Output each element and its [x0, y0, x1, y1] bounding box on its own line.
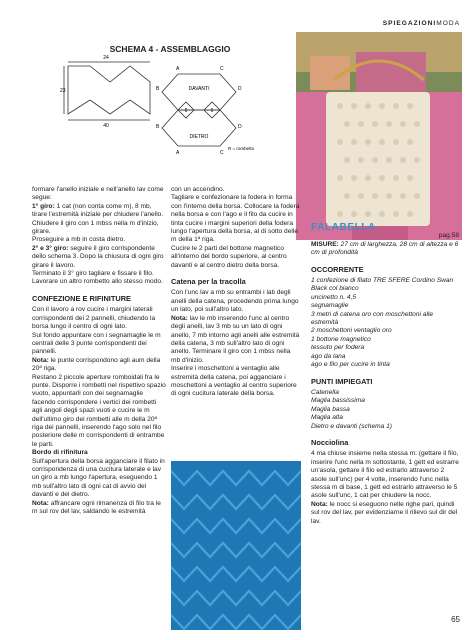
label-c-bottom: C	[220, 150, 224, 156]
giro23-text: seguire il giro corrispondente dello schema 3. Dopo la chiusura di ogni giro girare il lavoro.	[32, 244, 164, 269]
punti-item: Maglia alta	[311, 414, 343, 422]
punti-item: Maglia bassissima	[311, 397, 365, 405]
heading-confezione: CONFEZIONE E RIFINITURE	[32, 293, 131, 303]
nota2-label: Nota:	[32, 499, 49, 507]
col1-p4: Con il lavoro a rov cucire i margini laterali corrispondenti dei 2 pannelli, chiudendo la borsa lungo il centro di ogni lato.	[32, 306, 156, 331]
col1-nota1	[32, 357, 166, 374]
page-ref: pag.58	[438, 232, 459, 240]
occ-item: tessuto per fodera	[311, 344, 365, 352]
col2-p5: Inserire i moschettoni a ventaglio alle estremità della catena, poi agganciare i moschettoni a ventaglio al centro superiore di ogni cucitura laterale della borsa.	[171, 365, 297, 398]
col2-p2: Tagliare e confezionare la fodera in forma con l'interno della borsa. Collocare la fodera nella borsa e con l'ago e il filo da cucire in tinta cucire i margini superiori della fodera lungo l'apertura della borsa, al di sotto delle m della 1ª riga.	[171, 194, 300, 244]
nota2-text: affrancare ogni rimanenza di filo tra le m sul rov del lav, saldando le estremità	[32, 499, 161, 516]
dim-top-label: 24	[103, 55, 109, 61]
misure	[311, 241, 459, 258]
col1-nota2	[32, 500, 166, 517]
col3-nota-label: Nota:	[311, 500, 328, 508]
dietro-panel	[162, 110, 236, 146]
col3-nota	[311, 501, 459, 526]
col1-p2: Proseguire a mb in costa dietro.	[32, 236, 126, 244]
heading-occorrente: OCCORRENTE	[311, 264, 364, 274]
col1-p5: Sul fondo appuntare con i segnamaglie le m centrali delle 3 punte corrispondenti dei pannelli.	[32, 331, 161, 356]
nocciolina-text: 4 ma chiuse insieme nella stessa m: (gettare il filo, inserire l'unc nella m sottostante, 1 gett ed estrarre un'asola, gettare il filo ed estrarlo attraverso 2 asole sull'unc) per 4 volte, inserendo l'unc nella stessa m di base, 1 gett ed estrarlo attraverso le 5 asole sull'unc, 1 cat per chiudere la nocc.	[311, 450, 459, 500]
nota1-text: le punte corrispondono agli aum della 20ª riga.	[32, 356, 161, 373]
section-header	[383, 20, 460, 27]
heading-nocciolina: Nocciolina	[311, 437, 349, 447]
col1-giro1	[32, 203, 166, 237]
pattern-title: FALABELLA	[311, 222, 376, 233]
heading-tracolla: Catena per la tracolla	[171, 277, 246, 287]
text-column-3	[311, 224, 459, 526]
rombetto-left-label: 6	[184, 108, 188, 114]
label-c-top: C	[220, 66, 224, 72]
col2-nota-label: Nota:	[171, 314, 188, 322]
dietro-label: DIETRO	[189, 134, 209, 140]
stitch-photo	[171, 461, 301, 630]
heading-bordo: Bordo di rifinitura	[32, 449, 88, 457]
occ-item: 2 moschettoni ventaglio oro	[311, 327, 392, 335]
col1-p3: Terminato il 3° giro tagliare e fissare il filo. Lavorare un altro rombetto allo stesso modo.	[32, 270, 163, 286]
occ-item: 3 metri di catena oro con moschettoni alle estremità	[311, 310, 434, 327]
dim-bottom-label: 40	[103, 123, 109, 129]
occ-item: ago da lana	[311, 352, 346, 360]
col2-p3: Cucire le 2 parti del bottone magnetico all'interno del bordo superiore, al centro davanti e al centro dietro della borsa.	[171, 244, 287, 269]
measurement-panel	[68, 66, 150, 114]
stitch-photo-svg	[171, 461, 301, 630]
davanti-panel	[162, 74, 236, 110]
occ-item: ago e filo per cucire in tinta	[311, 361, 390, 369]
col2-p4: Con l'unc lav a mb su entrambi i lati degli anelli della catena, procedendo prima lungo un lato, poi sull'altro lato.	[171, 289, 299, 314]
bag-photo-svg	[296, 32, 462, 240]
text-column-2	[171, 186, 301, 399]
header-left: SPIEGAZIONI	[382, 20, 437, 27]
nota1-label: Nota:	[32, 356, 49, 364]
page-number: 65	[451, 615, 460, 624]
assembly-diagram	[60, 44, 280, 176]
text-column-1	[32, 186, 166, 516]
label-b-top: B	[156, 86, 160, 92]
label-d-top: D	[238, 86, 242, 92]
heading-punti: PUNTI IMPIEGATI	[311, 376, 373, 386]
header-right: MODA	[436, 20, 460, 27]
label-a-bottom: A	[176, 150, 180, 156]
punti-item: Catenella	[311, 388, 339, 396]
giro1-text: 1 cat (non conta come m), 8 mb, tirare l'estremità iniziale per chiudere l'anello. Chiudere il giro con 1 mbss nella m d'inizio, girare.	[32, 202, 164, 236]
misure-text: 27 cm di larghezza, 28 cm di altezza e 6 cm di profondità	[311, 240, 459, 257]
col1-p6: Restano 2 piccole aperture romboidali fra le punte. Disporre i rombetti nel rispettivo spazio vuoto, appuntarli con dei segnamaglie facendo corrispondere i vertici dei rombetti agli angoli degli spazi vuoti e cucire le m dell'ultimo giro dei rombetti alle m della 20ª riga dei pannelli, inserendo l'ago solo nel filo posteriore delle m corrispondenti di entrambe le parti.	[32, 373, 166, 448]
label-d-bottom: D	[238, 124, 242, 130]
giro1-label: 1° giro:	[32, 202, 55, 210]
col1-intro: formare l'anello iniziale e nell'anello lav come segue:	[32, 186, 164, 202]
col1-giro23	[32, 245, 166, 270]
col1-p7: Sull'apertura della borsa agganciare il filato in corrispondenza di una cucitura laterale e lav un giro a mb lungo l'apertura, eseguendo 1 mb sull'altro lato di ogni cat di avvio del davanti e del dietro.	[32, 457, 165, 499]
diagram-legend: R = rombetto	[228, 146, 255, 151]
misure-label: MISURE:	[311, 240, 339, 248]
diagram-svg	[60, 44, 280, 176]
punti-item: Maglia bassa	[311, 405, 350, 413]
bag-photo	[296, 32, 462, 240]
col2-nota	[171, 315, 301, 365]
occ-item: 1 bottone magnetico	[311, 335, 371, 343]
occ-item: 1 confezione di filato TRE SFERE Cordino Swan Black col bianco	[311, 277, 454, 293]
rombetto-right-label: 6	[210, 108, 214, 114]
occ-item: segnamaglie	[311, 302, 349, 310]
col2-p1: con un accendino.	[171, 186, 225, 193]
col2-nota-text: lav le mb inserendo l'unc al centro degli anelli, lav 3 mb su un lato di ogni anello, 7 mb intorno agli anelli alle estremità della catena, 3 mb sull'altro lato di ogni anello. Terminare il giro con 1 mbss nella mb d'inizio.	[171, 314, 300, 364]
occ-item: uncinetto n. 4,5	[311, 293, 357, 301]
label-b-bottom: B	[156, 124, 160, 130]
punti-item: Dietro e davanti (schema 1)	[311, 422, 392, 430]
davanti-label: DAVANTI	[188, 86, 210, 92]
dim-side-label: 23	[60, 88, 66, 94]
label-a-top: A	[176, 66, 180, 72]
diagram-title: SCHEMA 4 - ASSEMBLAGGIO	[109, 44, 231, 54]
giro23-label: 2° e 3° giro:	[32, 244, 69, 252]
col3-nota-text: le nocc si eseguono nelle righe pari, quindi sul rov del lav, per evidenziarne il rilievo sul dir del lav.	[311, 500, 458, 525]
